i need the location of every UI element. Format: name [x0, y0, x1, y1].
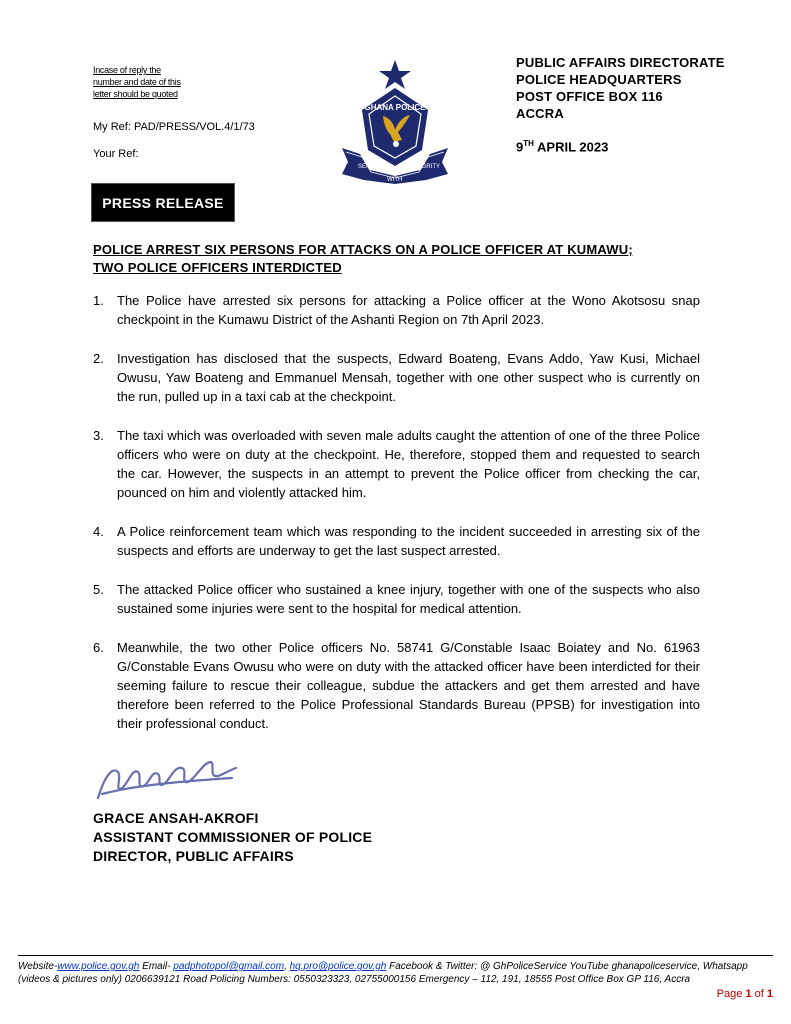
paragraph	[93, 580, 700, 618]
footer: Website-www.police.gov.gh Email- padphotopol@gmail.com, hq.pro@police.gov.gh Facebook & Twitter: @ GhPoliceService YouTube ghanapoliceservice, Whatsapp (videos & pictures only) 0206639121 Road Policing Numbers: 0550323323, 02755000156 Emergency – 112, 191, 18555 Post Office Box GP 116, Accra	[18, 961, 748, 985]
headline-line-2: TWO POLICE OFFICERS INTERDICTED	[93, 260, 342, 275]
footer-divider	[18, 955, 773, 956]
address-line-1: PUBLIC AFFAIRS DIRECTORATE	[516, 55, 725, 70]
paragraph-text: A Police reinforcement team which was responding to the incident succeeded in arresting six of the suspects and efforts are underway to get the last suspect arrested.	[117, 524, 700, 558]
headline	[93, 241, 713, 277]
crest-badge-icon	[362, 88, 428, 166]
headline-line-1: POLICE ARREST SIX PERSONS FOR ATTACKS ON A POLICE OFFICER AT KUMAWU;	[93, 242, 633, 257]
date-suffix: TH	[523, 139, 534, 148]
signoff-name: GRACE ANSAH-AKROFI	[93, 810, 259, 826]
paragraph	[93, 426, 700, 502]
ref-note-line-3: letter should be quoted	[93, 89, 178, 99]
ref-note-line-1: Incase of reply the	[93, 65, 161, 75]
reply-reference-note	[93, 64, 181, 100]
signoff-rank: ASSISTANT COMMISSIONER OF POLICE	[93, 829, 373, 845]
crest-ribbon-mid: WITH	[387, 177, 403, 183]
paragraph-number: 4.	[93, 524, 104, 539]
paragraph-number: 2.	[93, 351, 104, 366]
page-label: Page	[716, 988, 746, 1000]
crest-ribbon-right: INTEGRITY	[408, 164, 441, 170]
page-total: 1	[766, 988, 773, 1000]
date-rest: APRIL 2023	[533, 139, 609, 155]
body-paragraphs	[93, 291, 700, 753]
my-ref: My Ref: PAD/PRESS/VOL.4/1/73	[93, 121, 255, 133]
email-link-2[interactable]: hq.pro@police.gov.gh	[289, 961, 387, 972]
paragraph-text: Meanwhile, the two other Police officers No. 58741 G/Constable Isaac Boiatey and No. 61963 G/Constable Evans Owusu who were on duty with the attacked officer have been interdicted for their seeming failure to rescue their colleague, subdue the attackers and get them arrested and have therefore been referred to the Police Professional Standards Bureau (PPSB) for investigation into their professional conduct.	[117, 640, 700, 731]
paragraph-number: 1.	[93, 293, 104, 308]
email-link-1[interactable]: padphotopol@gmail.com	[173, 961, 285, 972]
paragraph-text: The attacked Police officer who sustained a knee injury, together with one of the suspects who also sustained some injuries were sent to the hospital for medical attention.	[117, 582, 700, 616]
paragraph	[93, 638, 700, 733]
address-line-4: ACCRA	[516, 106, 564, 121]
paragraph-number: 6.	[93, 640, 104, 655]
page-number	[717, 988, 773, 1000]
page-current: 1	[745, 988, 752, 1000]
crest-star-icon	[379, 60, 411, 89]
address-line-3: POST OFFICE BOX 116	[516, 89, 663, 104]
paragraph-number: 3.	[93, 428, 104, 443]
your-ref: Your Ref:	[93, 148, 139, 160]
ref-note-line-2: number and date of this	[93, 77, 181, 87]
ghana-police-crest-logo	[336, 58, 454, 184]
signoff-title: DIRECTOR, PUBLIC AFFAIRS	[93, 848, 294, 864]
crest-ribbon-left: SERVICE	[358, 164, 385, 170]
release-date	[516, 139, 608, 154]
website-link[interactable]: www.police.gov.gh	[57, 961, 140, 972]
paragraph-text: The taxi which was overloaded with seven male adults caught the attention of one of the three Police officers who were on duty at the checkpoint. He, therefore, stopped them and requested to search the car. However, the suspects in an attempt to prevent the Police officer from checking the car, pounced on him and violently attacked him.	[117, 428, 700, 500]
date-day: 9	[516, 139, 524, 155]
footer-email-label: Email-	[139, 961, 174, 972]
directorate-address	[516, 54, 725, 122]
signoff-block	[93, 809, 372, 866]
footer-website-label: Website-	[18, 961, 58, 972]
crest-top-text: GHANA POLICE	[364, 103, 426, 112]
paragraph	[93, 349, 700, 406]
paragraph-number: 5.	[93, 582, 104, 597]
paragraph-text: Investigation has disclosed that the suspects, Edward Boateng, Evans Addo, Yaw Kusi, Michael Owusu, Yaw Boateng and Emmanuel Mensah, together with one other suspect who is currently on the run, pulled up in a taxi cab at the checkpoint.	[117, 351, 700, 404]
page-of: of	[751, 988, 767, 1000]
paragraph	[93, 291, 700, 329]
paragraph	[93, 522, 700, 560]
footer-contact-details: Facebook & Twitter: @ GhPoliceService YouTube ghanapoliceservice, Whatsapp (videos & pictures only) 0206639121 Road Policing Numbers: 0550323323, 02755000156 Emergency – 112, 191, 18555 Post Office Box GP 116, Accra	[18, 961, 748, 985]
handwritten-signature	[92, 748, 242, 806]
paragraph-text: The Police have arrested six persons for attacking a Police officer at the Wono Akotsosu snap checkpoint in the Kumawu District of the Ashanti Region on 7th April 2023.	[117, 293, 700, 327]
address-line-2: POLICE HEADQUARTERS	[516, 72, 682, 87]
press-release-label: PRESS RELEASE	[92, 184, 234, 221]
